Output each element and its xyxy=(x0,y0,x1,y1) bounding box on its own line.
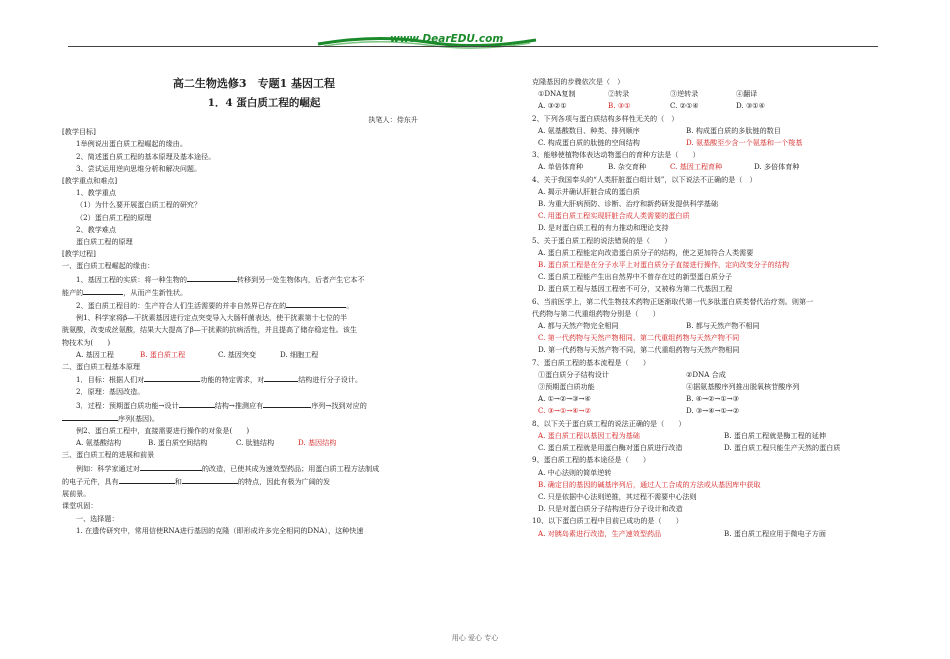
option-d: D. 是对蛋白质工程的有力推动和理论支持 xyxy=(538,223,669,233)
option-b: B. 为重大肝病预防、诊断、治疗和新药研发提供科学基础 xyxy=(538,199,718,209)
answer-options xyxy=(532,430,882,442)
option-c: C. 只是依据中心法则逆推，其过程不需要中心法则 xyxy=(538,491,697,501)
section-heading: 三、蛋白质工程的进展和前景 xyxy=(62,450,155,460)
question-7: 7、蛋白质工程的基本流程是（ ） xyxy=(532,357,651,367)
text-line: 例1、科学家将β—干扰素基因进行定点突变导入大肠杆菌表达，使干扰素第十七位的半 xyxy=(76,313,348,323)
option-b: B. 蛋白质工程应用于微电子方面 xyxy=(724,528,826,538)
option-d: D. 多倍体育种 xyxy=(754,162,800,172)
option-d: D. ③→④→①→② xyxy=(686,406,740,416)
text-line: 的电子元件，具有 和 的特点，因此有极为广阔的发 xyxy=(62,476,331,486)
question-3: 3、能够使植物体表达动物蛋白的育种方法是（ ） xyxy=(532,150,700,160)
option-b-answer: B. 确定目的基因的碱基序列后，通过人工合成的方法或从基因库中获取 xyxy=(538,479,761,489)
option-a-answer: A. 对胰岛素进行改造，生产速效型药品 xyxy=(538,528,662,538)
option-c: C. 基因突变 xyxy=(218,349,257,359)
question-1-cont: 克隆基因的步骤依次是（ ） xyxy=(532,77,625,86)
site-url: www.DearEDU.com xyxy=(390,33,504,45)
question-4: 4、关于我国奉头的“人类肝脏蛋白组计划”，以下说法不正确的是（ ） xyxy=(532,174,757,184)
answer-options xyxy=(532,320,882,332)
text-line: 物技术为( ) xyxy=(62,337,111,347)
option-b-answer: B. 蛋白质工程 xyxy=(140,349,186,359)
text-line: 3．过程：预期蛋白质功能→设计 结构→推测应有 序列→找到对应的 xyxy=(76,400,367,410)
answer-options xyxy=(532,161,882,173)
section-heading: [教学过程] xyxy=(62,249,96,259)
option-d: D. 细胞工程 xyxy=(280,349,319,359)
question-6-cont: 代药物与第二代重组药物分别是（ ） xyxy=(532,308,660,318)
option-a: A. ③②① xyxy=(538,101,567,111)
option-a: A. ①→②→③→④ xyxy=(538,394,591,404)
option-d-answer: D. 氨基酸至少含一个氨基和一个羧基 xyxy=(686,138,803,148)
text-line: 胱氨酸，改变成丝氨酸，结果大大提高了β—干扰素的抗病活性，并且提高了储存稳定性。该生 xyxy=(62,325,357,335)
text-line: （2）蛋白质工程的原理 xyxy=(76,212,152,222)
text-line: 序列(基因)。 xyxy=(62,412,486,425)
answer-options xyxy=(62,349,486,361)
header-rule xyxy=(68,46,878,47)
option-c-answer: C. 用蛋白质工程实现肝脏合成人类需要的蛋白质 xyxy=(538,211,690,221)
option-b: B. 蛋白质空间结构 xyxy=(148,438,208,448)
right-column xyxy=(532,76,882,540)
text-line: （1）为什么要开展蛋白质工程的研究？ xyxy=(76,200,202,210)
option-c-answer: C. ③→①→④→② xyxy=(538,406,591,416)
text-line: 2、教学难点 xyxy=(76,224,116,234)
doc-title: 高二生物选修3 专题1 基因工程 xyxy=(172,77,336,90)
option-d: D. 蛋白质工程与基因工程密不可分，又被称为第二代基因工程 xyxy=(538,284,733,294)
option-a: A. 基因工程 xyxy=(76,349,115,359)
answer-options xyxy=(532,442,882,454)
question-2: 2、下列各项与蛋白质结构多样性无关的（ ） xyxy=(532,113,679,123)
option-d-answer: D. 基因结构 xyxy=(298,438,337,448)
text-line: 2、简述蛋白质工程的基本原理及基本途径。 xyxy=(76,151,216,161)
question-7-items: ①蛋白质分子结构设计 ②DNA 合成 xyxy=(538,369,726,379)
option-a: A. 氨基酸结构 xyxy=(76,438,122,448)
option-b: B. 都与天然产物不相同 xyxy=(686,321,760,331)
page-footer: 用心 爱心 专心 xyxy=(451,634,499,642)
option-a: A. 都与天然产物完全相同 xyxy=(538,321,619,331)
option-b-answer: B. 蛋白质工程是在分子水平上对蛋白质分子直接进行操作，定向改变分子的结构 xyxy=(538,260,789,270)
doc-subtitle: 1．4 蛋白质工程的崛起 xyxy=(207,97,321,109)
option-d: D. 第一代药物与天然产物不同，第二代重组药物与天然产物相同 xyxy=(538,345,740,355)
text-line: 例如：科学家通过对 的改造，已使其成为速效型药品；用蛋白质工程方法制成 xyxy=(76,463,380,473)
option-a: A. 揭示并确认肝脏合成的蛋白质 xyxy=(538,186,640,196)
answer-options xyxy=(532,528,882,540)
option-d: D. 只是对蛋白质分子结构进行分子设计和改造 xyxy=(538,504,683,514)
option-c: C. 蛋白质工程就是用蛋白酶对蛋白质进行改造 xyxy=(538,443,683,453)
text-line: 一、选择题： xyxy=(76,513,119,523)
text-line: 1、基因工程的实质：将一种生物的 转移到另一处生物体内，后者产生它本不 xyxy=(76,274,365,284)
option-a: A. 氨基酸数目、种类、排列顺序 xyxy=(538,125,640,135)
option-b: B. 蛋白质工程就是酶工程的延伸 xyxy=(724,430,826,440)
text-line: 2．原理：基因改造。 xyxy=(76,387,145,397)
option-b: B. 杂交育种 xyxy=(608,162,647,172)
option-b-answer: B. ③① xyxy=(608,101,631,111)
answer-options xyxy=(62,437,486,449)
answer-options xyxy=(532,100,882,112)
question-9: 9、蛋白质工程的基本途径是（ ） xyxy=(532,455,651,465)
option-d: D. ③①④ xyxy=(736,101,766,111)
answer-options xyxy=(532,405,882,417)
text-line: 例2、蛋白质工程中，直接需要进行操作的对象是( ) xyxy=(76,426,250,436)
author-line: 执笔人：侍东升 xyxy=(368,115,418,124)
option-c-answer: C. 第一代药物与天然产物相同、第二代重组药物与天然产物不同 xyxy=(538,333,740,343)
section-heading: 课堂巩固： xyxy=(62,501,98,511)
text-line: 能产的 ，从而产生新性状。 xyxy=(62,287,188,297)
question-5: 5、关于蛋白质工程的说法错误的是（ ） xyxy=(532,235,672,245)
text-line: 蛋白质工程的原理 xyxy=(76,237,133,247)
text-line: 1．目标：根据人们对 功能的特定需求，对 结构进行分子设计。 xyxy=(76,375,363,385)
question-8: 8、以下关于蛋白质工程的说法正确的是（ ） xyxy=(532,418,686,428)
section-heading: [教学重点和难点] xyxy=(62,176,118,186)
option-a: A. 单倍体育种 xyxy=(538,162,584,172)
option-b: B. ④→②→①→③ xyxy=(686,394,739,404)
question-6: 6、当前医学上，第二代生物技术药物正逐渐取代第一代多肽蛋白质类替代治疗剂。则第一 xyxy=(532,296,814,306)
answer-options xyxy=(532,393,882,405)
question-1: 1. 在遗传研究中，常用信使RNA进行基因的克隆（即形成许多完全相同的DNA），这种快速 xyxy=(76,525,364,535)
answer-options xyxy=(532,125,882,137)
option-b: B. 构成蛋白质的多肽链的数目 xyxy=(686,125,781,135)
text-line: 3、尝试运用逆向思维分析和解决问题。 xyxy=(76,163,202,173)
section-heading: [教学目标] xyxy=(62,127,96,137)
left-column xyxy=(62,76,486,537)
option-a: A. 蛋白质工程能定向改造蛋白质分子的结构，使之更加符合人类需要 xyxy=(538,247,754,257)
question-10: 10、以下蛋白质工程中目前已成功的是（ ） xyxy=(532,516,683,526)
answer-options xyxy=(532,137,882,149)
text-line: 1、教学重点 xyxy=(76,188,116,198)
option-a-answer: A. 蛋白质工程以基因工程为基础 xyxy=(538,430,640,440)
question-7-items: ③预期蛋白质功能 ④据氨基酸序列推出脱氧核苷酸序列 xyxy=(538,382,800,392)
text-line: 2、蛋白质工程目的：生产符合人们生活需要的并非自然界已存在的 。 xyxy=(76,301,354,311)
option-c: C. 构成蛋白质的肽链的空间结构 xyxy=(538,138,640,148)
text-line: 展前景。 xyxy=(62,489,91,499)
question-1-items: ①DNA复制 ②转录 ③逆转录 ④翻译 xyxy=(538,89,758,99)
section-heading: 二、蛋白质工程基本原理 xyxy=(62,362,141,372)
option-c: C. 蛋白质工程能产生出自然界中不曾存在过的新型蛋白质分子 xyxy=(538,272,733,282)
section-heading: 一、蛋白质工程崛起的缘由： xyxy=(62,261,155,271)
option-c: C. 肽链结构 xyxy=(236,438,275,448)
option-c-answer: C. 基因工程育种 xyxy=(670,162,723,172)
text-line: 1举例说出蛋白质工程崛起的缘由。 xyxy=(76,139,187,149)
option-d: D. 蛋白质工程只能生产天然的蛋白质 xyxy=(724,443,841,453)
option-c: C. ②①④ xyxy=(670,101,699,111)
option-a: A. 中心法则的简单逆转 xyxy=(538,467,612,477)
